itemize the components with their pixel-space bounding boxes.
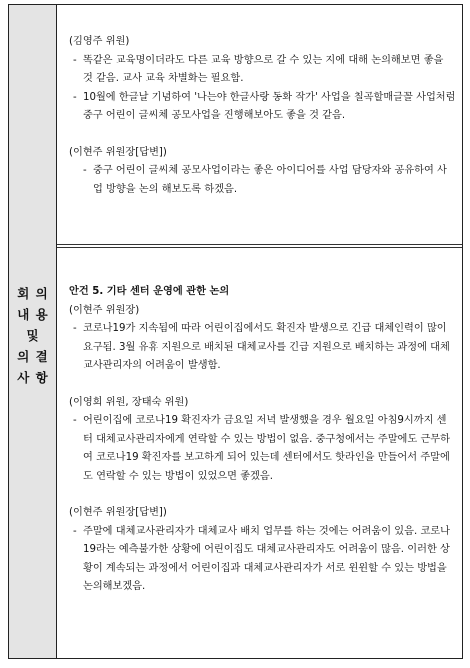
label-line: 의 결 — [17, 349, 49, 364]
bullet-text: 중구 어린이 글씨체 공모사업이라는 좋은 아이디어를 사업 담당자와 공유하여 사업 방향을 논의 해보도록 하겠음. — [93, 165, 447, 195]
section-1 — [69, 33, 456, 199]
bullet-item: - 똑같은 교육명이더라도 다른 교육 방향으로 갈 수 있는 지에 대해 논의해보면 좋을 것 같음. 교사 교육 차별화는 필요함. — [73, 54, 444, 84]
speaker-label: (이현주 위원장) — [69, 304, 140, 316]
speaker-label: (이영희 위원, 장태숙 위원) — [69, 396, 189, 408]
speaker-label: (이현주 위원장[답변]) — [69, 146, 167, 158]
section-2 — [69, 283, 456, 597]
meeting-content-label — [9, 283, 57, 388]
divider — [57, 244, 462, 245]
label-column — [9, 5, 57, 658]
minutes-table — [8, 4, 463, 659]
label-line: 내 용 — [17, 307, 49, 322]
label-line: 사 항 — [17, 370, 49, 385]
bullet-text: 어린이집에 코로나19 확진자가 금요일 저녁 발생했을 경우 월요일 아침9시까지 센터 대체교사관리자에게 연락할 수 있는 방법이 없음. 중구청에서는 주말에도 근무하여 코로나19 확진자를 보고하게 되어 있는데 센터에서도 핫라인을 만들어서 주말에도 연락할 수 있는 방법이 있었으면 좋겠음. — [83, 415, 450, 482]
speaker-label: (김영주 위원) — [69, 36, 130, 47]
label-line: 및 — [26, 328, 40, 343]
bullet-item: - 주말에 대체교사관리자가 대체교사 배치 업무를 하는 것에는 어려움이 있음. 코로나19라는 예측불가한 상황에 어린이집도 대체교사관리자도 어려움이 많음. 이러한 상황이 계속되는 과정에서 어린이집과 대체교사관리자가 서로 윈윈할 수 있는 방법을 논의해보겠음. — [73, 525, 450, 592]
agenda-heading: 안건 5. 기타 센터 운영에 관한 논의 — [69, 286, 230, 297]
divider — [57, 247, 462, 248]
bullet-text: 코로나19가 지속됨에 따라 어린이집에서도 확진자 발생으로 긴급 대체인력이 많이 요구됨. 3월 유휴 지원으로 배치된 대체교사를 긴급 지원으로 배치하는 과정에 대체교사관리자의 어려움이 발생함. — [83, 323, 450, 371]
speaker-label: (이현주 위원장[답변]) — [69, 507, 167, 518]
content-column — [57, 5, 462, 658]
bullet-text: 10월에 한글날 기념하여 '나는야 한글사랑 동화 작가' 사업을 칠곡할매글꼴 사업처럼 중구 어린이 글씨체 공모사업을 진행해보아도 좋을 것 같음. — [83, 91, 456, 121]
bullet-text: 주말에 대체교사관리자가 대체교사 배치 업무를 하는 것에는 어려움이 있음. 코로나19라는 예측불가한 상황에 어린이집도 대체교사관리자도 어려움이 많음. 이러한 상황이 계속되는 과정에서 어린이집과 대체교사관리자가 서로 윈윈할 수 있는 방법을 논의해보겠음. — [83, 525, 450, 592]
bullet-text: 똑같은 교육명이더라도 다른 교육 방향으로 갈 수 있는 지에 대해 논의해보면 좋을 것 같음. 교사 교육 차별화는 필요함. — [83, 54, 444, 84]
bullet-item: - 어린이집에 코로나19 확진자가 금요일 저녁 발생했을 경우 월요일 아침9시까지 센터 대체교사관리자에게 연락할 수 있는 방법이 없음. 중구청에서는 주말에도 근무하여 코로나19 확진자를 보고하게 되어 있는데 센터에서도 핫라인을 만들어서 주말에도 연락할 수 있는 방법이 있었으면 좋겠음. — [73, 415, 450, 482]
label-line: 회 의 — [17, 286, 49, 301]
bullet-item: - 중구 어린이 글씨체 공모사업이라는 좋은 아이디어를 사업 담당자와 공유하여 사업 방향을 논의 해보도록 하겠음. — [83, 165, 447, 195]
bullet-item: - 코로나19가 지속됨에 따라 어린이집에서도 확진자 발생으로 긴급 대체인력이 많이 요구됨. 3월 유휴 지원으로 배치된 대체교사를 긴급 지원으로 배치하는 과정에 대체교사관리자의 어려움이 발생함. — [73, 323, 450, 371]
bullet-item: - 10월에 한글날 기념하여 '나는야 한글사랑 동화 작가' 사업을 칠곡할매글꼴 사업처럼 중구 어린이 글씨체 공모사업을 진행해보아도 좋을 것 같음. — [73, 91, 456, 121]
